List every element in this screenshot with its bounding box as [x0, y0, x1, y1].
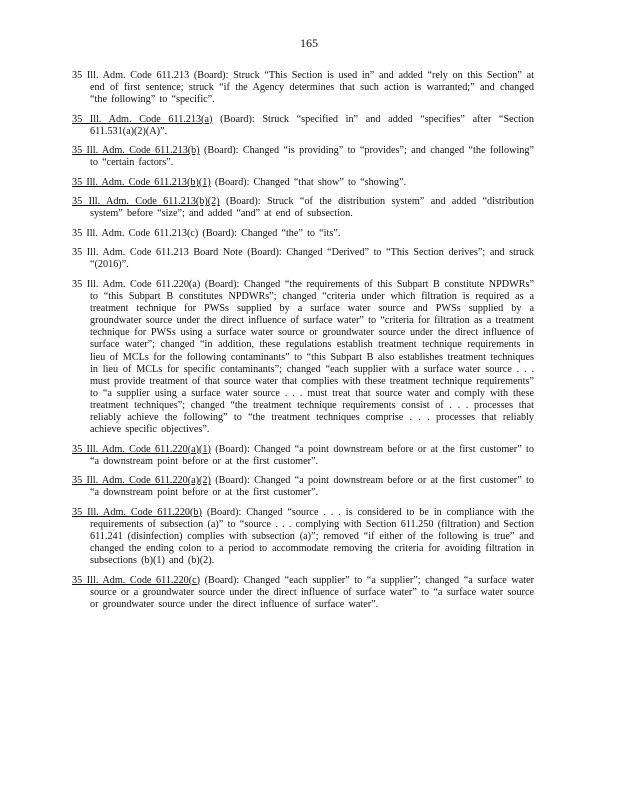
entry-text: (Board): Changed “source . . . is considered to be in compliance with the requirements of subsection (a)” to “source . . . complying with Section 611.250 (filtration) and Section 611.241 (disinfection) complies with subsection (a)”; removed “if either of the following is true” and changed the ending colon to a period to accommodate removing the criteria for avoiding filtration in subsections (b)(1) and (b)(2). [90, 506, 534, 567]
entry-citation: 35 Ill. Adm. Code 611.220(a) (Board): [72, 278, 240, 290]
page-number: 165 [300, 36, 318, 50]
amendment-entry [72, 475, 534, 499]
amendment-entry [72, 247, 534, 271]
entry-citation: 35 Ill. Adm. Code 611.213 (Board): [72, 70, 229, 81]
amendment-entry [72, 70, 534, 106]
entry-citation: 35 Ill. Adm. Code 611.220(a)(2) [72, 475, 211, 487]
entry-citation: 35 Ill. Adm. Code 611.213 Board Note (Board): [72, 247, 282, 259]
entry-text: (Board): Changed “a point downstream before or at the first customer” to “a downstream point before or at the first customer”. [90, 475, 534, 499]
entry-text: (Board): Changed “each supplier” to “a supplier”; changed “a surface water source or a groundwater source under the direct influence of surface water” to “a surface water source or groundwater source under the direct influence of surface water”. [90, 574, 534, 610]
entry-text: (Board): Changed “is providing” to “provides”; and changed “the following” to “certain factors”. [90, 145, 534, 169]
amendment-entry [72, 507, 534, 567]
entry-citation: 35 Ill. Adm. Code 611.220(c) [72, 574, 201, 586]
entry-text: Changed “Derived” to “This Section derives”; and struck “(2016)”. [90, 247, 535, 271]
entry-text: Changed “the requirements of this Subpart B constitute NPDWRs” to “this Subpart B constitutes NPDWRs”; changed “criteria under which filtration is required as a treatment technique for PWSs supplied by a surface water source and PWSs supplied by a groundwater source under the direct influence of surface water” to “criteria for filtration as a treatment technique for PWSs using a surface water source or groundwater source under the direct influence of surface water”; changed “in addition, these regulations establish treatment technique requirements in lieu of MCLs for the following contaminants” to “this Subpart B also establishes treatment techniques in lieu of MCLs for specific contaminants”; changed “each supplier with a surface water source . . . must provide treatment of that source water that complies with these treatment technique requirements” to “a supplier using a surface water source . . . must treat that source water and comply with these treatment techniques”; changed “the treatment technique requirements consist of . . . processes that reliably achieve the following” to “the treatment techniques comprise . . . processes that reliably achieve specific objectives”. [90, 278, 535, 436]
amendment-entry [72, 228, 534, 240]
entry-text: (Board): Struck “specified in” and added “specifies” after “Section 611.531(a)(2)(A)”. [90, 113, 534, 137]
entry-citation: 35 Ill. Adm. Code 611.213(b) [72, 145, 200, 157]
entry-citation: 35 Ill. Adm. Code 611.213(c) [72, 227, 199, 239]
entry-citation: 35 Ill. Adm. Code 611.220(a)(1) [72, 443, 211, 455]
amendment-entry [72, 444, 534, 468]
amendment-entry [72, 114, 534, 138]
entry-text: (Board): Changed “the” to “its”. [198, 227, 341, 239]
entry-citation: 35 Ill. Adm. Code 611.213(b)(1) [72, 176, 211, 188]
entry-text: Struck “This Section is used in” and added “rely on this Section” at end of first sentence; struck “if the Agency determines that such action is warranted;” and changed “the following” to “specific”. [90, 70, 534, 106]
entry-text: (Board): Changed “a point downstream before or at the first customer” to “a downstream point before or at the first customer”. [90, 443, 534, 467]
amendment-entry [72, 145, 534, 169]
amendment-entry [72, 177, 534, 189]
amendment-entry [72, 279, 534, 436]
entry-text: (Board): Changed “that show” to “showing”. [210, 176, 407, 188]
amendment-entry [72, 196, 534, 220]
entry-citation: 35 Ill. Adm. Code 611.220(b) [72, 506, 202, 518]
entry-citation: 35 Ill. Adm. Code 611.213(a) [72, 113, 213, 125]
entry-citation: 35 Ill. Adm. Code 611.213(b)(2) [72, 196, 220, 208]
entry-text: (Board): Struck “of the distribution system” and added “distribution system” before “size”; and added “and” at end of subsection. [90, 196, 534, 220]
amendment-list [72, 70, 534, 618]
amendment-entry [72, 575, 534, 611]
